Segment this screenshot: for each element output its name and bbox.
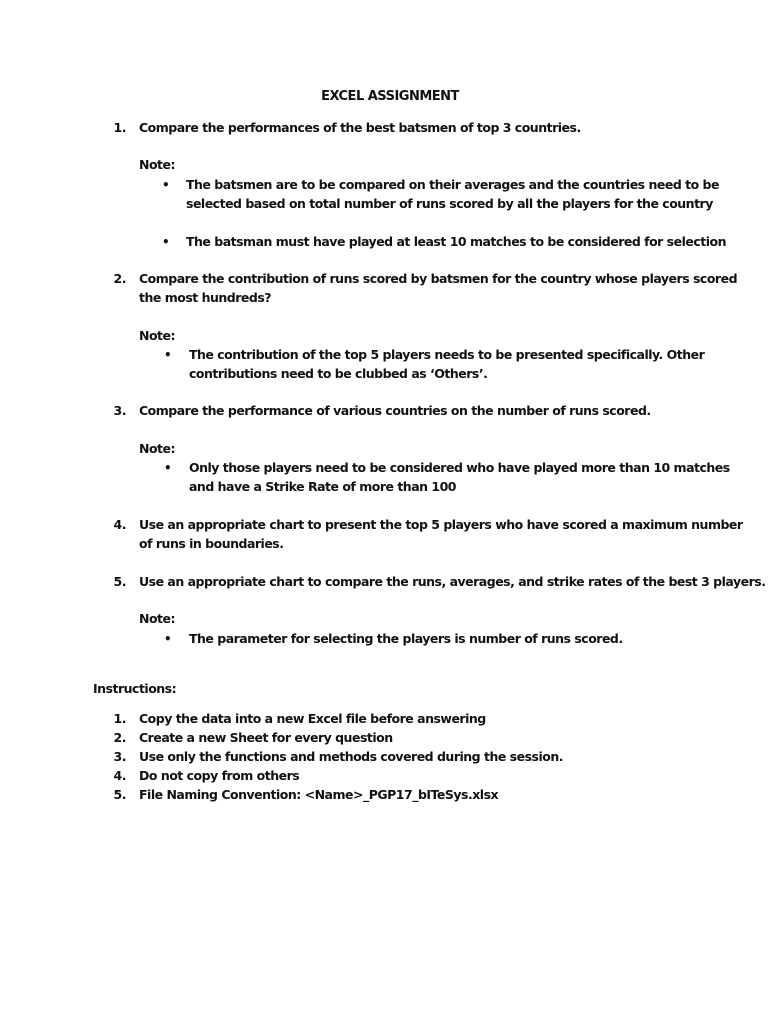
question-number: 4. xyxy=(113,517,126,532)
bullet-text: selected based on total number of runs scored by all the players for the country xyxy=(186,196,713,211)
instruction-number: 3. xyxy=(113,749,126,764)
question-text: Compare the performance of various countries on the number of runs scored. xyxy=(139,403,651,418)
bullet-text: The batsmen are to be compared on their averages and the countries need to be xyxy=(186,177,719,192)
bullet-text: The contribution of the top 5 players needs to be presented specifically. Other xyxy=(189,347,705,362)
question-number: 3. xyxy=(113,403,126,418)
question-text: Use an appropriate chart to present the top 5 players who have scored a maximum number xyxy=(139,517,743,532)
bullet-glyph: • xyxy=(162,178,170,192)
question-text: Compare the contribution of runs scored by batsmen for the country whose players scored xyxy=(139,271,738,286)
question-number: 2. xyxy=(113,271,126,286)
instruction-number: 4. xyxy=(113,768,126,783)
bullet-text: Only those players need to be considered who have played more than 10 matches xyxy=(189,460,730,475)
page-title: EXCEL ASSIGNMENT xyxy=(321,89,459,104)
bullet-text: contributions need to be clubbed as ‘Others’. xyxy=(189,366,488,381)
question-text: of runs in boundaries. xyxy=(139,536,284,551)
bullet-glyph: • xyxy=(164,348,172,362)
instruction-number: 2. xyxy=(113,730,126,745)
instruction-text: Create a new Sheet for every question xyxy=(139,730,393,745)
instruction-number: 1. xyxy=(113,711,126,726)
bullet-text: and have a Strike Rate of more than 100 xyxy=(189,479,456,494)
question-number: 1. xyxy=(113,120,126,135)
instruction-text: File Naming Convention: <Name>_PGP17_bITeSys.xlsx xyxy=(139,787,499,802)
question-text: Compare the performances of the best batsmen of top 3 countries. xyxy=(139,120,581,135)
bullet-glyph: • xyxy=(162,235,170,249)
instructions-heading: Instructions: xyxy=(93,681,177,696)
question-text: Use an appropriate chart to compare the runs, averages, and strike rates of the best 3 players. xyxy=(139,574,766,589)
instruction-number: 5. xyxy=(113,787,126,802)
question-number: 5. xyxy=(113,574,126,589)
note-label: Note: xyxy=(139,611,176,626)
instruction-text: Copy the data into a new Excel file before answering xyxy=(139,711,486,726)
instruction-text: Use only the functions and methods covered during the session. xyxy=(139,749,563,764)
note-label: Note: xyxy=(139,157,176,172)
bullet-glyph: • xyxy=(164,461,172,475)
bullet-text: The batsman must have played at least 10 matches to be considered for selection xyxy=(186,234,727,249)
question-text: the most hundreds? xyxy=(139,290,272,305)
bullet-glyph: • xyxy=(164,632,172,646)
note-label: Note: xyxy=(139,441,176,456)
instruction-text: Do not copy from others xyxy=(139,768,300,783)
note-label: Note: xyxy=(139,328,176,343)
bullet-text: The parameter for selecting the players is number of runs scored. xyxy=(189,631,623,646)
